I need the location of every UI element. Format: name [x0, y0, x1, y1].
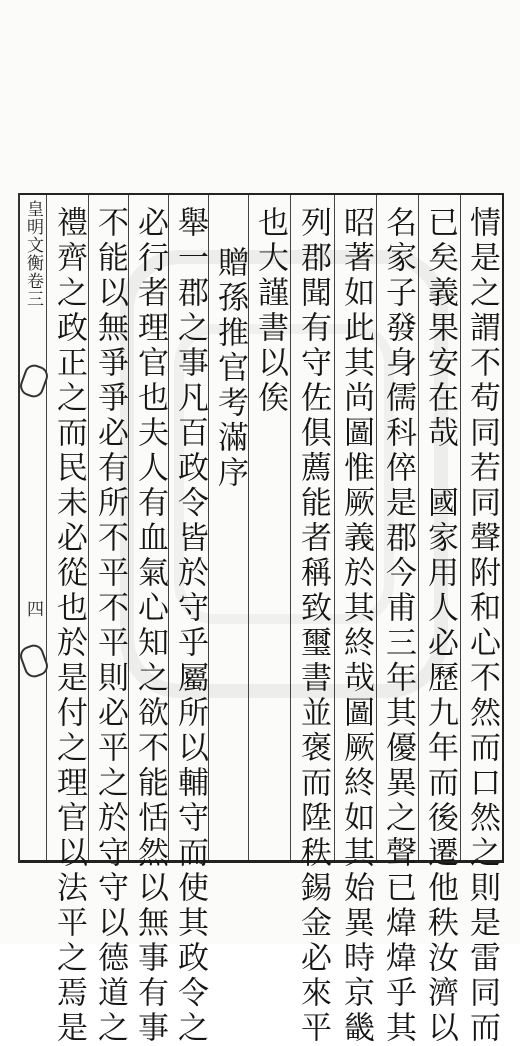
column-rule	[290, 195, 291, 860]
column-rule	[46, 195, 47, 860]
text-column: 列郡聞有守佐俱薦能者稱致璽書並褒而陞秩錫金必來平	[295, 206, 331, 1046]
text-column: 名家子發身儒科倅是郡今甫三年其優異之聲已煒煒乎其	[380, 206, 416, 1046]
column-rule	[376, 195, 377, 860]
column-rule	[88, 195, 89, 860]
section-heading: 贈孫推官考滿序	[212, 246, 248, 491]
running-title: 皇明文衡卷三	[23, 200, 43, 308]
text-column: 舉一郡之事凡百政令皆於守乎屬所以輔守而使其政令之	[172, 206, 208, 1046]
frame-right-border	[502, 193, 504, 863]
text-column: 情是之謂不苟同若同聲附和心不然而口然之則是雷同而	[464, 206, 500, 1046]
margin-strip	[20, 200, 44, 855]
text-column: 不能以無爭爭必有所不平不平則必平之於守守以德道之	[92, 206, 128, 1046]
text-column: 昭著如此其尚圖惟厥義於其終哉圖厥終如其始異時京畿	[338, 206, 374, 1046]
column-rule	[418, 195, 419, 860]
text-column: 必行者理官也夫人有血氣心知之欲不能恬然以無事有事	[132, 206, 168, 1046]
frame-top-border	[18, 193, 504, 195]
folio-number: 四	[23, 600, 43, 617]
text-column: 禮齊之政正之而民未必從也於是付之理官以法平之焉是	[51, 206, 87, 1046]
text-column: 已矣義果安在哉 國家用人必歷九年而後遷他秩汝濟以	[422, 206, 458, 1046]
column-rule	[460, 195, 461, 860]
column-rule	[334, 195, 335, 860]
text-column: 也大謹書以俟	[252, 206, 288, 416]
